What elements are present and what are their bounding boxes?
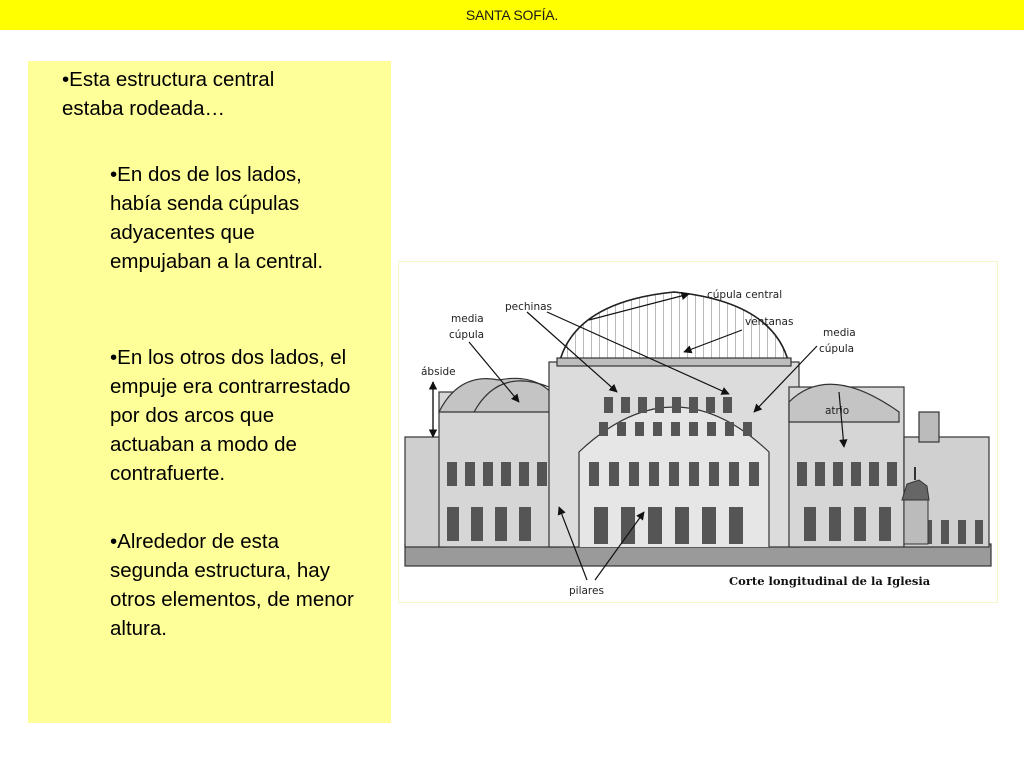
label-media-cupula-right-1: media (823, 327, 856, 339)
label-pechinas: pechinas (505, 301, 553, 313)
bullet-item: •En los otros dos lados, el empuje era contrarrestado por dos arcos que actuaban a modo de contrafuerte. (110, 346, 351, 485)
cross-section-figure (398, 261, 998, 603)
label-ventanas: ventanas (745, 316, 794, 328)
label-media-cupula-left-2: cúpula (449, 329, 485, 341)
bullet-item: •En dos de los lados, había senda cúpulas adyacentes que empujaban a la central. (110, 163, 324, 273)
label-cupula-central: cúpula central (707, 289, 783, 301)
figure-caption: Corte longitudinal de la Iglesia (729, 574, 931, 588)
slide-title: SANTA SOFÍA. (465, 7, 559, 23)
label-atrio: atrio (825, 405, 850, 417)
title-bar (0, 0, 1024, 30)
label-media-cupula-right-2: cúpula (819, 343, 855, 355)
bullet-item: •Alrededor de esta segunda estructura, hay otros elementos, de menor altura. (110, 530, 354, 640)
label-pilares: pilares (569, 585, 604, 597)
cross-section-drawing (399, 262, 997, 602)
label-abside: ábside (421, 366, 456, 378)
label-media-cupula-left-1: media (451, 313, 484, 325)
intro-text: •Esta estructura central estaba rodeada… (62, 68, 275, 120)
